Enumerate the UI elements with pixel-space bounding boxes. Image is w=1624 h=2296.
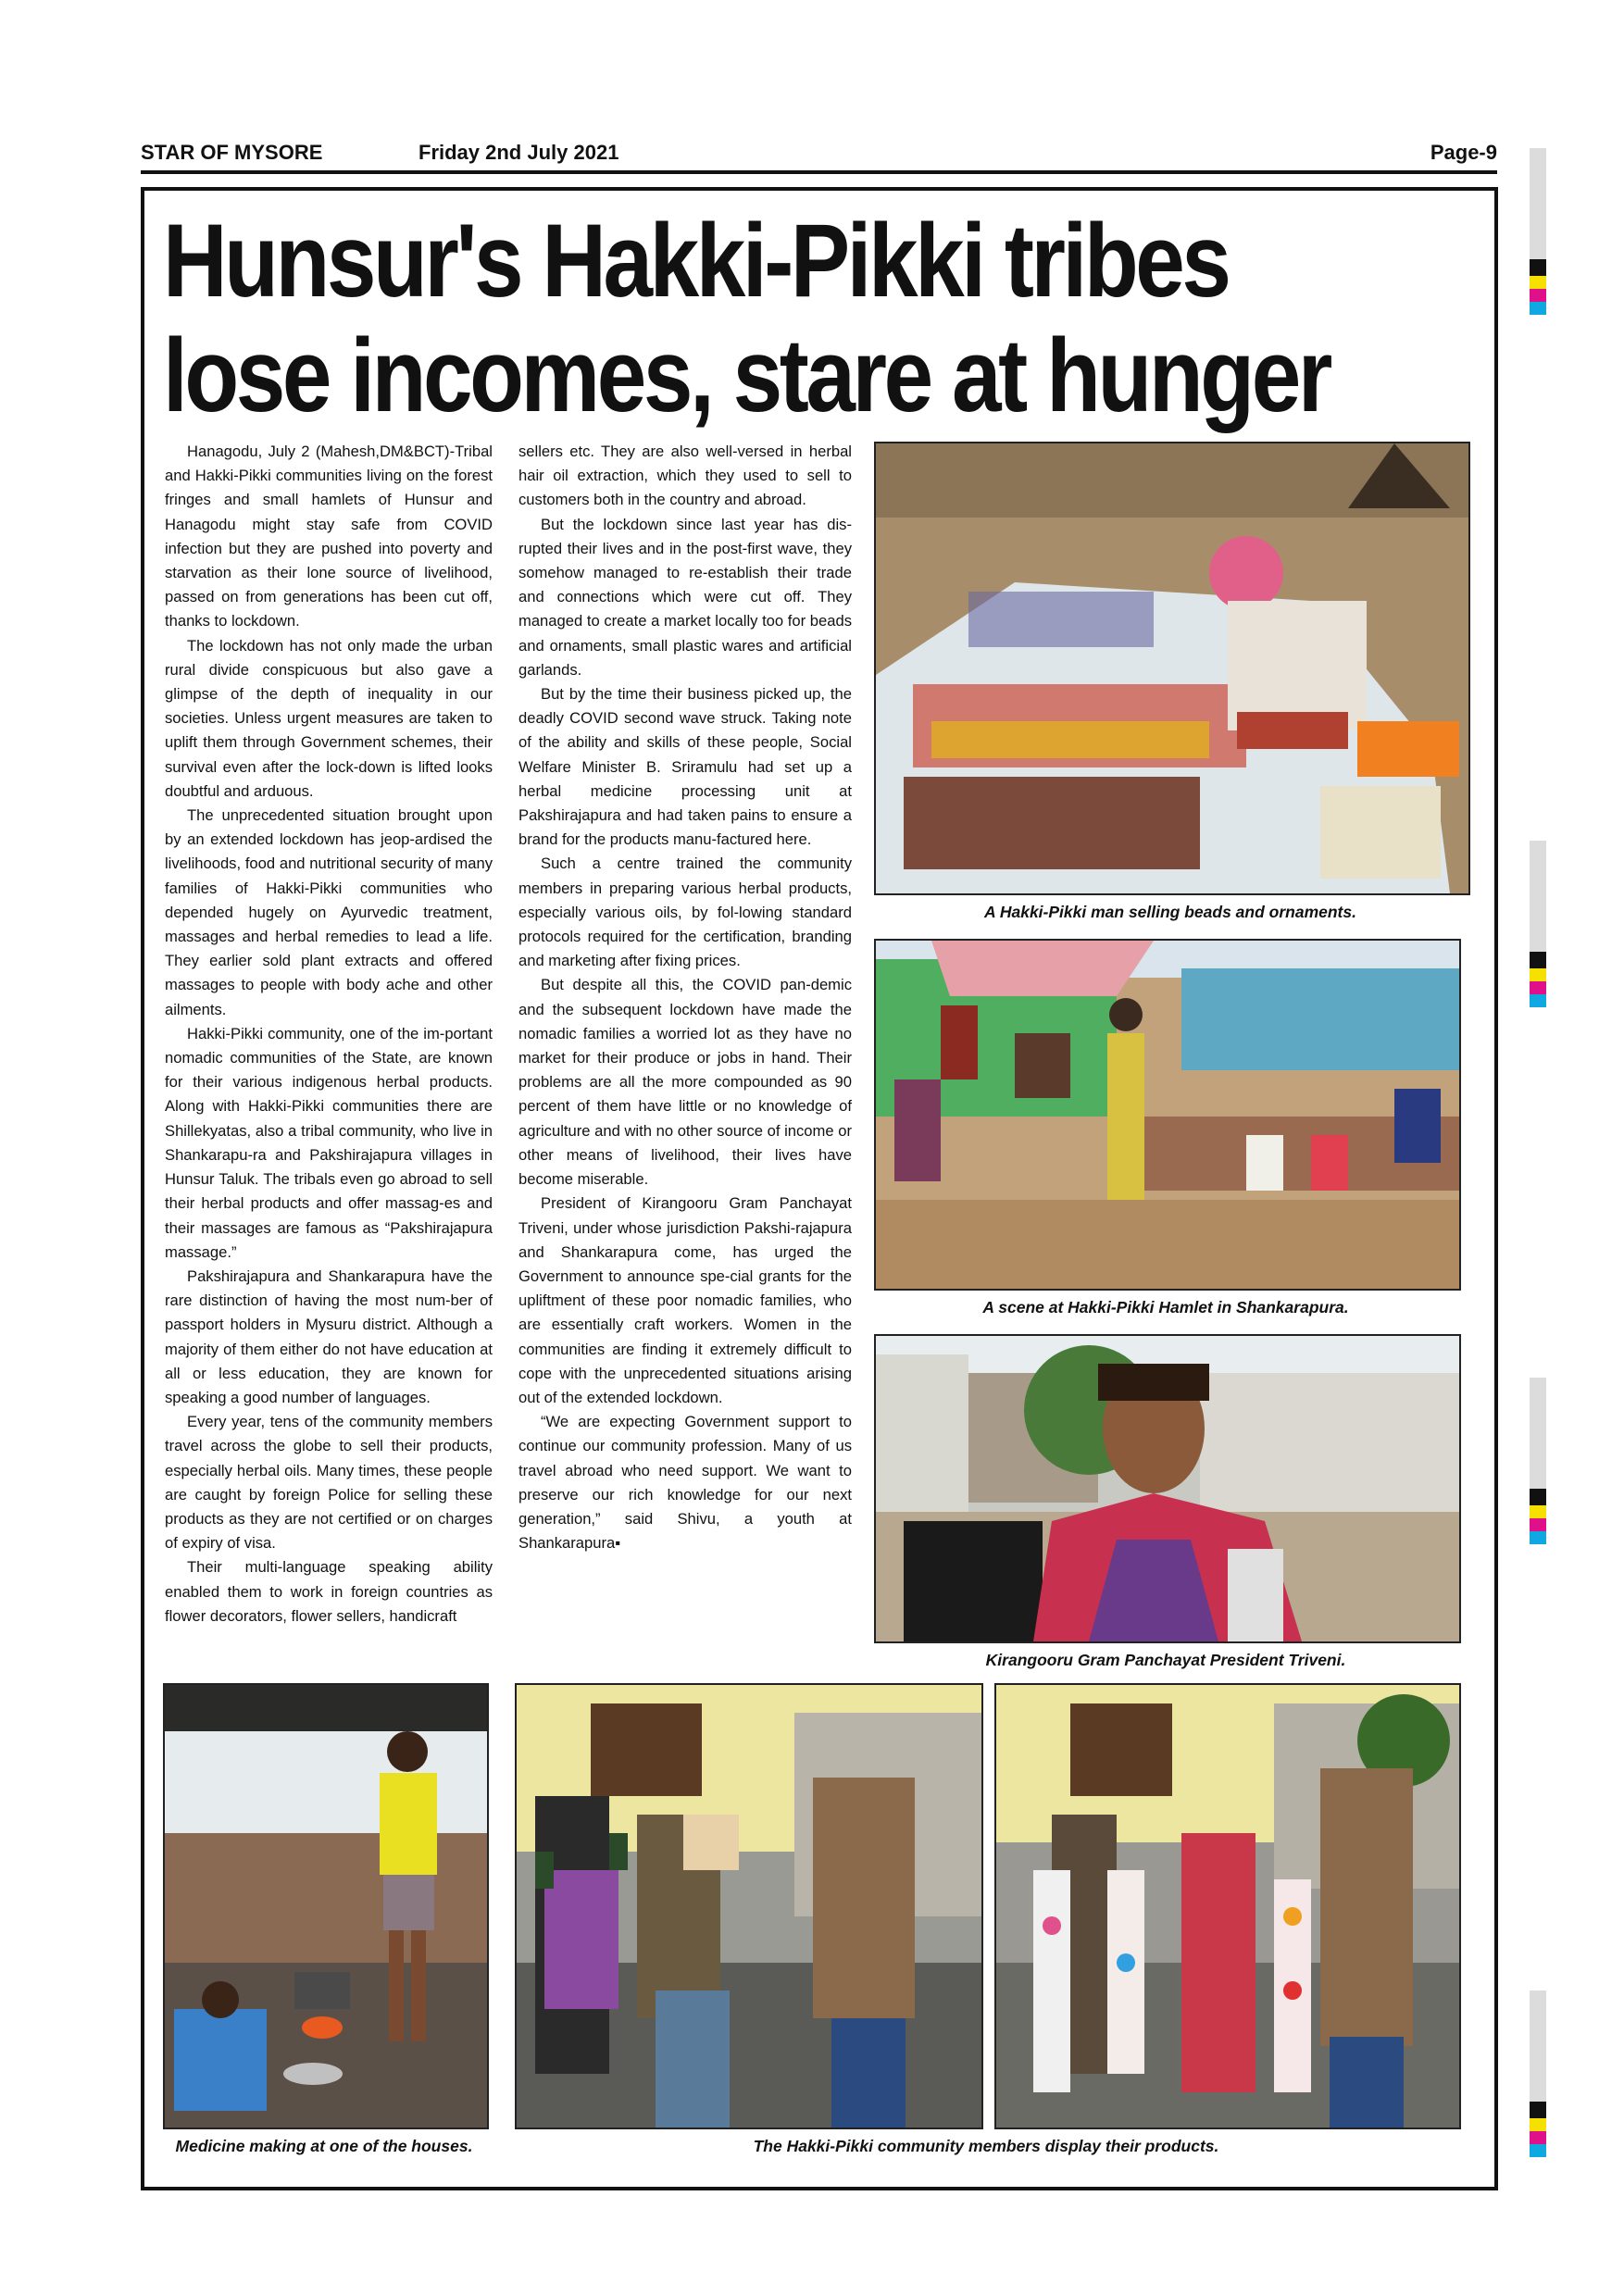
- paragraph: Pakshirajapura and Shankarapura have the rare distinction of having the most num-ber of passport holders in Mysuru district. Although a majority of them either do not have education at all or less education, they are known for speaking a good number of languages.: [165, 1267, 493, 1406]
- registration-marks-2: [1530, 841, 1546, 1007]
- paragraph: sellers etc. They are also well-versed in herbal hair oil extraction, which they used to sell to customers both in the country and abroad.: [518, 443, 852, 509]
- paragraph: President of Kirangooru Gram Panchayat Triveni, under whose jurisdiction Pakshi-rajapura and Shankarapura come, has urged the Government to announce spe-cial grants for the upliftment of these poor nomadic families, who are essentially craft workers. Women in the communities are finding it extremely difficult to cope with the unprecedented situations arising out of the extended lockdown.: [518, 1194, 852, 1406]
- article-column-2: [518, 440, 852, 1555]
- photo-medicine-making: [163, 1683, 489, 2129]
- article-column-1: [165, 440, 493, 1628]
- page-number: Page-9: [1430, 141, 1497, 164]
- registration-marks-1: [1530, 148, 1546, 315]
- photo-product-display-garlands: [994, 1683, 1461, 2129]
- paragraph: The unprecedented situation brought upon by an extended lockdown has jeop-ardised the livelihoods, food and nutritional security of many families of Hakki-Pikki communities who depended hugely on Ayurvedic treatment, massages and herbal remedies to lead a life. They earlier sold plant extracts and offered massages to people with body ache and other ailments.: [165, 806, 493, 1018]
- paragraph: But despite all this, the COVID pan-demic and the subsequent lockdown have made the nomadic families a worried lot as they have no market for their produce or jobs in hand. Their problems are all the more compounded as 90 percent of them have little or no knowledge of agriculture and with no other source of income or other means of livelihood, their lives have become miserable.: [518, 976, 852, 1189]
- paragraph: The lockdown has not only made the urban rural divide conspicuous but also gave a glimpse of the depth of inequality in our societies. Unless urgent measures are taken to uplift them through Government schemes, their survival even after the lock-down is lifted looks doubtful and arduous.: [165, 636, 493, 800]
- headline-line-2: lose incomes, stare at hunger: [163, 318, 1330, 433]
- caption-hamlet-scene: A scene at Hakki-Pikki Hamlet in Shankarapura.: [982, 1298, 1349, 1316]
- caption-gram-panchayat-president: Kirangooru Gram Panchayat President Triveni.: [985, 1651, 1346, 1669]
- caption-product-display: The Hakki-Pikki community members display their products.: [753, 2137, 1219, 2155]
- paragraph: Every year, tens of the community members travel across the globe to sell their products, especially herbal oils. Many times, these people are caught by foreign Police for selling these products as they are not certified or on charges of expiry of visa.: [165, 1413, 493, 1553]
- paragraph: Their multi-language speaking ability enabled them to work in foreign countries as flower decorators, flower sellers, handicraft: [165, 1558, 493, 1625]
- publication-name: STAR OF MYSORE: [141, 141, 323, 164]
- masthead: [141, 141, 1497, 168]
- paragraph: “We are expecting Government support to continue our community profession. Many of us travel abroad who need support. We want to preserve our rich knowledge for our next generation,” said Shivu, a youth at Shankarapura▪: [518, 1413, 852, 1553]
- issue-date: Friday 2nd July 2021: [418, 141, 619, 164]
- headline: [163, 203, 1330, 433]
- paragraph: Hakki-Pikki community, one of the im-portant nomadic communities of the State, are known for their various indigenous herbal products. Along with Hakki-Pikki communities there are Shillekyatas, also a tribal community, who live in Shankarapu-ra and Pakshirajapura villages in Hunsur Taluk. The tribals even go abroad to sell their herbal products and offer massag-es and their massages are famous as “Pakshirajapura massage.”: [165, 1024, 493, 1261]
- photo-bead-seller: [874, 442, 1470, 895]
- headline-line-1: Hunsur's Hakki-Pikki tribes: [163, 203, 1229, 318]
- paragraph: But the lockdown since last year has dis-rupted their lives and in the post-first wave, they somehow managed to re-establish their trade and connections which were cut off. They managed to create a market locally too for beads and ornaments, small plastic wares and artificial garlands.: [518, 515, 852, 679]
- paragraph: But by the time their business picked up, the deadly COVID second wave struck. Taking note of the ability and skills of these people, Social Welfare Minister B. Sriramulu had set up a herbal medicine processing unit at Pakshirajapura and had taken pains to ensure a brand for the products manu-factured here.: [518, 685, 852, 849]
- caption-bead-seller: A Hakki-Pikki man selling beads and ornaments.: [984, 903, 1356, 921]
- masthead-rule: [141, 170, 1497, 174]
- registration-marks-3: [1530, 1378, 1546, 1544]
- paragraph: Hanagodu, July 2 (Mahesh,DM&BCT)-Tribal and Hakki-Pikki communities living on the forest fringes and small hamlets of Hunsur and Hanagodu might stay safe from COVID infection but they are pushed into poverty and starvation as their lone source of livelihood, passed on from generations has been cut off, thanks to lockdown.: [165, 443, 493, 630]
- photo-gram-panchayat-president: [874, 1334, 1461, 1643]
- photo-product-display-oils: [515, 1683, 983, 2129]
- paragraph: Such a centre trained the community members in preparing various herbal products, especially various oils, by fol-lowing standard protocols required for the certification, branding and marketing after fixing prices.: [518, 855, 852, 970]
- registration-marks-4: [1530, 1990, 1546, 2157]
- photo-hamlet-scene: [874, 939, 1461, 1291]
- caption-medicine-making: Medicine making at one of the houses.: [175, 2137, 473, 2155]
